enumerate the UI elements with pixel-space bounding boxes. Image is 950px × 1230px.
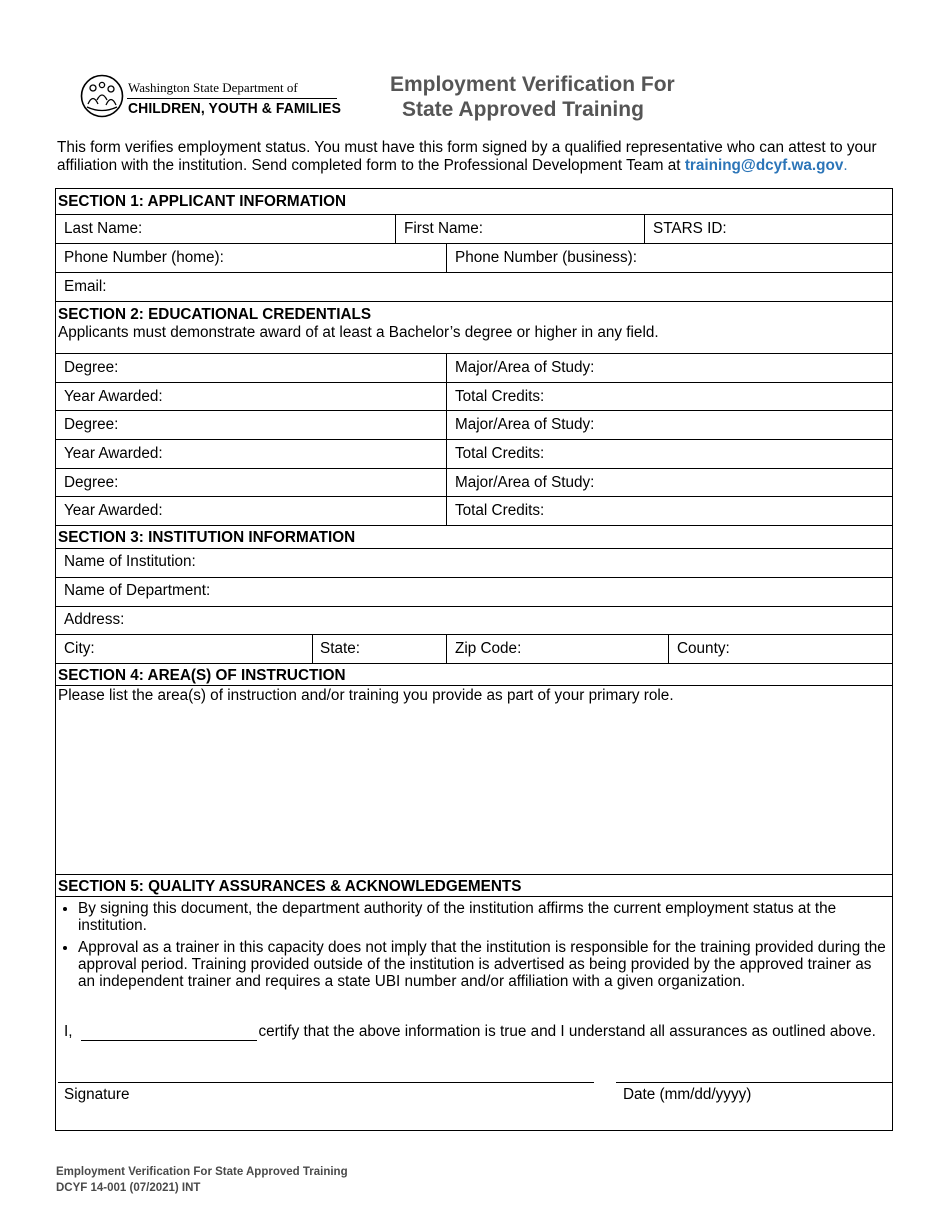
city-field[interactable]: City: [56, 635, 313, 663]
certify-text: certify that the above information is true and I understand all assurances as outlined above. [258, 1023, 876, 1040]
stars-id-field[interactable]: STARS ID: [653, 220, 727, 237]
degree-field[interactable]: Degree: [56, 411, 447, 439]
location-row [56, 635, 892, 664]
signature-line[interactable] [58, 1082, 594, 1083]
degree-field[interactable]: Degree: [56, 354, 447, 382]
applicant-email-row [56, 273, 892, 302]
logo-agency-name: CHILDREN, YOUTH & FAMILIES [128, 100, 341, 117]
address-row [56, 607, 892, 635]
date-label: Date (mm/dd/yyyy) [623, 1086, 752, 1103]
degree-row [56, 469, 892, 497]
intro-end: . [843, 157, 848, 174]
major-field[interactable]: Major/Area of Study: [455, 416, 595, 433]
department-row [56, 578, 892, 607]
phone-business-field[interactable]: Phone Number (business): [455, 249, 637, 266]
institution-row [56, 549, 892, 578]
logo-department-line: Washington State Department of [128, 80, 298, 95]
dcyf-family-icon [80, 74, 124, 118]
section-5-body [56, 897, 892, 1130]
instruction-areas-box[interactable] [56, 686, 892, 875]
degree-field[interactable]: Degree: [56, 469, 447, 496]
department-name-field[interactable]: Name of Department: [64, 582, 211, 599]
section-1-heading: SECTION 1: APPLICANT INFORMATION [56, 189, 892, 215]
certification-statement [64, 1023, 876, 1041]
section-2-heading: SECTION 2: EDUCATIONAL CREDENTIALS [58, 306, 372, 323]
degree-row [56, 411, 892, 440]
footer-form-number: DCYF 14-001 (07/2021) INT [56, 1182, 201, 1194]
section-2-note: Applicants must demonstrate award of at least a Bachelor’s degree or higher in any field. [58, 324, 659, 341]
year-row [56, 440, 892, 469]
intro-text: This form verifies employment status. You must have this form signed by a qualified representative who can attest to your affiliation with the institution. Send completed form to the Professional Development Team at [57, 139, 877, 174]
year-awarded-field[interactable]: Year Awarded: [56, 440, 447, 468]
major-field[interactable]: Major/Area of Study: [455, 474, 595, 491]
section-2-header [56, 302, 892, 354]
assurance-item: • Approval as a trainer in this capacity does not imply that the institution is responsible for the training provided during the approval period. Training provided outside of the institution is advertised as being provided by the approved trainer as an independent trainer and requires a state UBI number and/or affiliation with a given organization. [78, 939, 892, 990]
section-3-heading: SECTION 3: INSTITUTION INFORMATION [56, 526, 892, 549]
certifier-name-blank[interactable] [81, 1026, 257, 1041]
total-credits-field[interactable]: Total Credits: [455, 445, 545, 462]
title-line-2: State Approved Training [402, 98, 644, 121]
signature-label: Signature [64, 1086, 130, 1103]
major-field[interactable]: Major/Area of Study: [455, 359, 595, 376]
verification-form [55, 188, 893, 1131]
phone-home-field[interactable]: Phone Number (home): [56, 244, 447, 272]
footer-form-name: Employment Verification For State Approved Training [56, 1166, 348, 1178]
first-name-field[interactable]: First Name: [396, 215, 645, 243]
total-credits-field[interactable]: Total Credits: [455, 502, 545, 519]
page-footer [56, 1164, 348, 1196]
dcyf-logo [80, 74, 342, 120]
address-field[interactable]: Address: [64, 611, 125, 628]
county-field[interactable]: County: [677, 640, 730, 657]
state-field[interactable]: State: [313, 635, 447, 663]
certify-prefix: I, [64, 1023, 73, 1040]
zip-code-field[interactable]: Zip Code: [447, 635, 669, 663]
year-row [56, 383, 892, 411]
email-field[interactable]: Email: [64, 278, 107, 295]
page-title [390, 72, 675, 122]
contact-email-link[interactable]: training@dcyf.wa.gov [684, 157, 844, 174]
applicant-name-row [56, 215, 892, 244]
intro-paragraph [57, 139, 902, 175]
section-4-note: Please list the area(s) of instruction and/or training you provide as part of your primary role. [58, 687, 674, 704]
total-credits-field[interactable]: Total Credits: [455, 388, 545, 405]
last-name-field[interactable]: Last Name: [56, 215, 396, 243]
year-awarded-field[interactable]: Year Awarded: [56, 383, 447, 410]
institution-name-field[interactable]: Name of Institution: [64, 553, 196, 570]
year-awarded-field[interactable]: Year Awarded: [56, 497, 447, 525]
year-row [56, 497, 892, 526]
degree-row [56, 354, 892, 383]
assurance-item: • By signing this document, the department authority of the institution affirms the current employment status at the institution. [78, 900, 892, 934]
section-5-heading: SECTION 5: QUALITY ASSURANCES & ACKNOWLEDGEMENTS [56, 875, 892, 897]
date-line[interactable] [616, 1082, 892, 1083]
title-line-1: Employment Verification For [390, 73, 675, 96]
section-4-heading: SECTION 4: AREA(S) OF INSTRUCTION [56, 664, 892, 686]
assurance-list [56, 900, 892, 990]
applicant-phone-row [56, 244, 892, 273]
logo-divider [127, 98, 337, 99]
